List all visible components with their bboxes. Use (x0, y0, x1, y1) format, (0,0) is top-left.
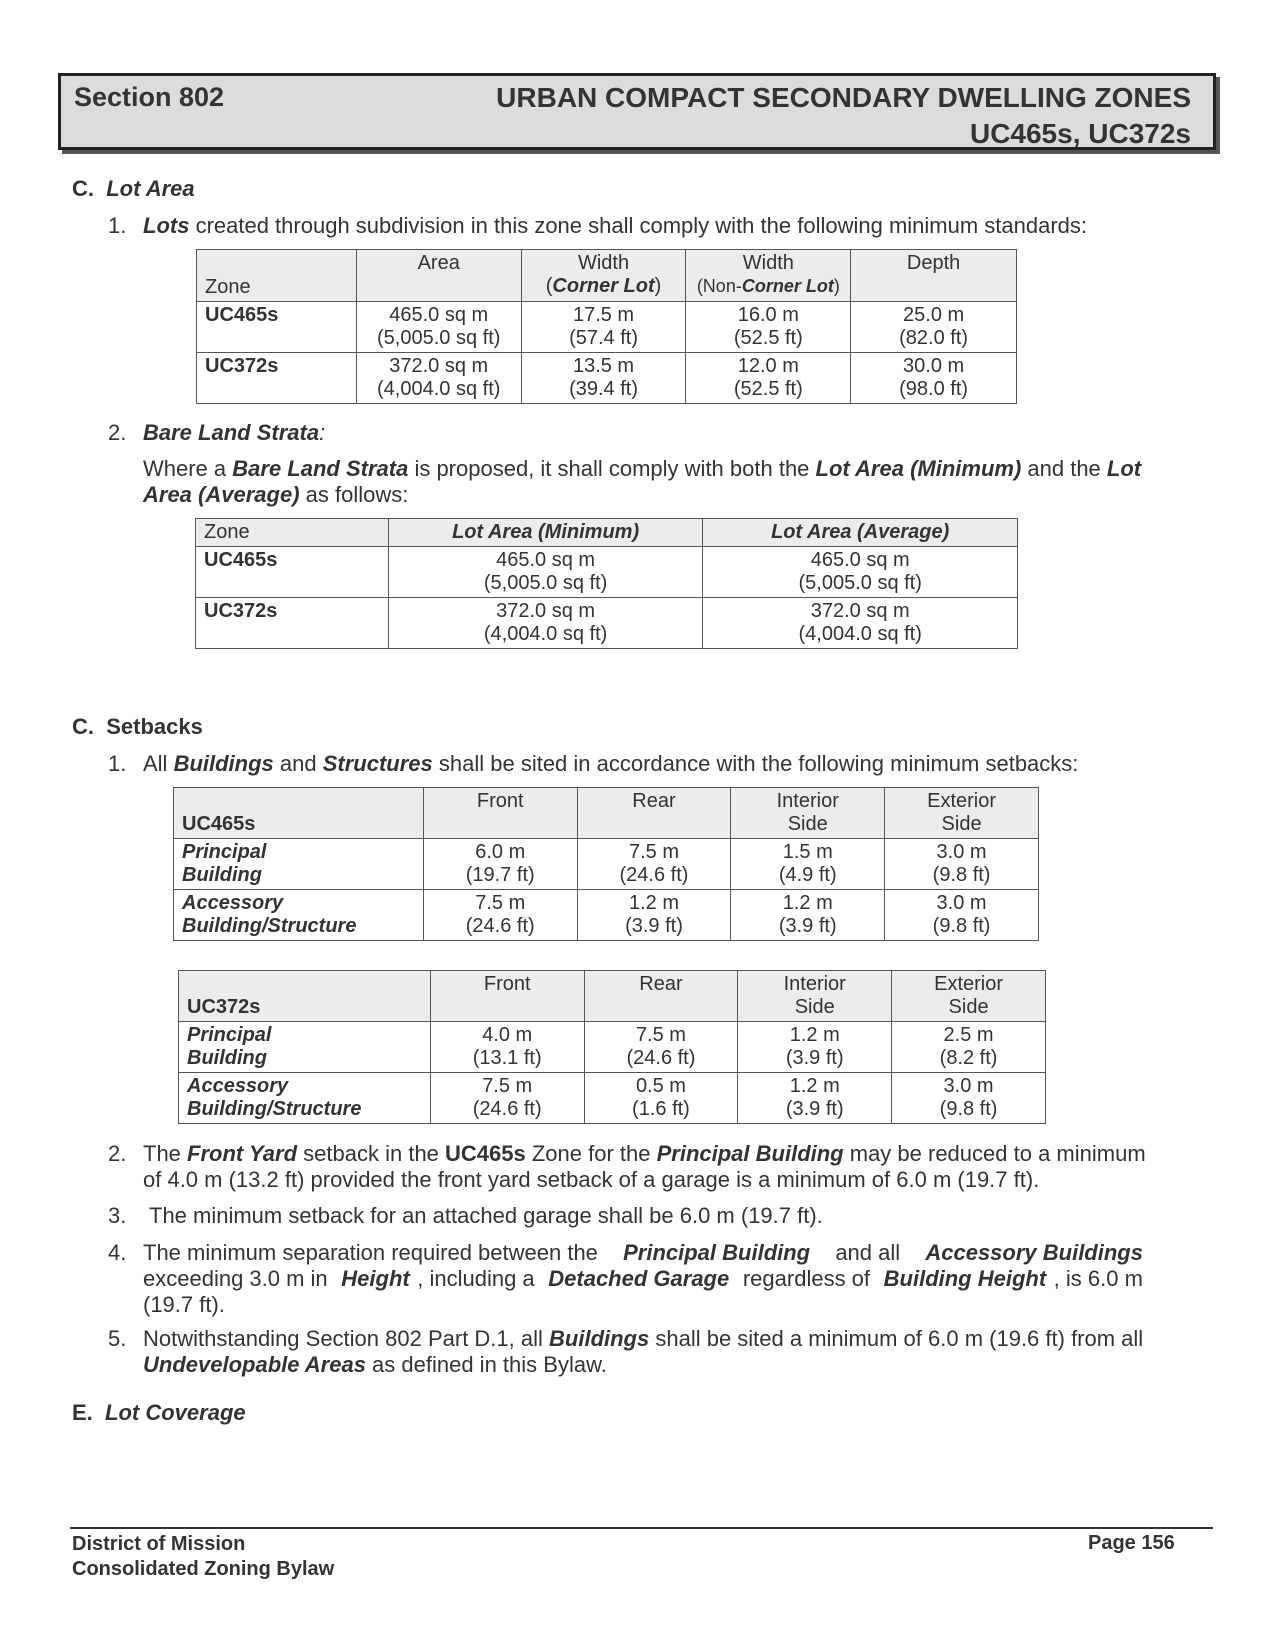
value-imperial: (9.8 ft) (932, 915, 991, 937)
bare-land-strata-paragraph (143, 456, 1145, 508)
table-row (174, 890, 1039, 941)
paragraph-text: Where a (143, 456, 233, 481)
value-cell (731, 839, 885, 890)
label-text: Building/Structure (182, 915, 357, 937)
keyword: Lot (1106, 456, 1142, 481)
table-row (179, 1073, 1046, 1124)
value-metric: 16.0 m (737, 304, 799, 326)
value-imperial: (19.7 ft) (465, 864, 535, 886)
zone-header: UC465s (174, 788, 424, 839)
col-header-zone: Zone (197, 250, 357, 302)
value-cell (577, 890, 731, 941)
col-header-width-corner (521, 250, 686, 302)
paragraph-text: is proposed, it shall comply with both the (408, 456, 816, 481)
paragraph-text: , including a (417, 1266, 541, 1291)
value-metric: 465.0 sq m (810, 549, 910, 571)
value-metric: 465.0 sq m (389, 304, 489, 326)
keyword: Building Height (883, 1266, 1047, 1291)
header-text: ) (833, 276, 840, 296)
label-text: Building/Structure (187, 1098, 362, 1120)
zone-cell: UC372s (196, 598, 389, 649)
section-title (496, 80, 1191, 152)
value-cell (577, 839, 731, 890)
paragraph-text: of 4.0 m (13.2 ft) provided the front yard setback of a garage is a minimum of 6.0 m (19.7 ft). (143, 1167, 1040, 1192)
value-imperial: (24.6 ft) (472, 1098, 542, 1120)
header-text: Corner Lot (552, 275, 655, 297)
item-number: 5. (108, 1326, 127, 1351)
row-label (179, 1022, 431, 1073)
paragraph-text: The (143, 1141, 188, 1166)
table-header-row (197, 250, 1017, 302)
footer-bylaw: Consolidated Zoning Bylaw (72, 1558, 335, 1580)
value-cell (851, 302, 1017, 353)
zone-cell: UC465s (196, 547, 389, 598)
value-imperial: (8.2 ft) (939, 1047, 998, 1069)
col-header-zone: Zone (196, 519, 389, 547)
col-header-interior-side (731, 788, 885, 839)
setbacks-table-uc372s (178, 970, 1046, 1124)
item-number: 2. (108, 420, 127, 445)
value-imperial: (9.8 ft) (939, 1098, 998, 1120)
row-label (179, 1073, 431, 1124)
setbacks-item1 (143, 751, 1153, 777)
value-imperial: (39.4 ft) (569, 378, 638, 400)
header-text: Side (794, 996, 835, 1018)
value-cell (430, 1022, 584, 1073)
value-metric: 1.2 m (789, 1075, 840, 1097)
value-metric: 12.0 m (737, 355, 799, 377)
label-text: Principal (187, 1024, 272, 1046)
heading-letter: C. (72, 176, 94, 201)
paragraph-text: The minimum separation required between the (143, 1240, 605, 1265)
value-metric: 465.0 sq m (496, 549, 596, 571)
col-header-interior-side (738, 971, 892, 1022)
paragraph-text: and all (829, 1240, 907, 1265)
bare-land-strata-table (195, 518, 1018, 649)
value-metric: 1.5 m (782, 841, 833, 863)
value-cell (892, 1022, 1046, 1073)
col-header-front: Front (430, 971, 584, 1022)
lot-area-table (196, 249, 1017, 404)
value-cell (584, 1022, 738, 1073)
value-metric: 1.2 m (782, 892, 833, 914)
col-header-area: Area (356, 250, 521, 302)
value-metric: 25.0 m (903, 304, 965, 326)
setbacks-item4 (143, 1240, 1143, 1318)
value-imperial: (3.9 ft) (778, 915, 837, 937)
paragraph-text: (19.7 ft). (143, 1292, 225, 1317)
value-cell (703, 547, 1018, 598)
heading-title: Setbacks (106, 714, 203, 739)
zone-cell: UC372s (197, 353, 357, 404)
paragraph-line (143, 1266, 1143, 1292)
header-text: Side (941, 813, 982, 835)
header-text: Exterior (927, 790, 997, 812)
value-cell (892, 1073, 1046, 1124)
paragraph-text: Zone for the (525, 1141, 657, 1166)
value-imperial: (3.9 ft) (625, 915, 683, 937)
value-imperial: (5,005.0 sq ft) (483, 572, 608, 594)
item-number: 4. (108, 1240, 127, 1265)
paragraph-text: exceeding 3.0 m in (143, 1266, 334, 1291)
paragraph-text: shall be sited in accordance with the following minimum setbacks: (432, 751, 1079, 776)
col-header-rear: Rear (577, 788, 731, 839)
header-text: Width (742, 252, 794, 274)
value-cell (738, 1073, 892, 1124)
zone-keyword: UC465s (445, 1141, 526, 1166)
table-header-row (196, 519, 1018, 547)
table-row (197, 302, 1017, 353)
value-metric: 372.0 sq m (810, 600, 910, 622)
value-cell (356, 302, 521, 353)
value-cell (521, 353, 686, 404)
header-text: ) (654, 275, 662, 297)
keyword: Lots (143, 213, 190, 238)
header-text: Side (787, 813, 828, 835)
label-text: Accessory (182, 892, 284, 914)
value-metric: 7.5 m (475, 892, 526, 914)
header-text: Corner Lot (741, 276, 834, 296)
setbacks-item3: The minimum setback for an attached garage shall be 6.0 m (19.7 ft). (149, 1203, 823, 1228)
value-metric: 3.0 m (943, 1075, 994, 1097)
page-number: Page 156 (1088, 1532, 1175, 1554)
col-header-exterior-side (892, 971, 1046, 1022)
header-text: Width (577, 252, 630, 274)
footer-left (72, 1532, 334, 1582)
value-cell (885, 890, 1039, 941)
item-number: 1. (108, 213, 127, 238)
value-imperial: (3.9 ft) (785, 1098, 844, 1120)
header-text: Exterior (934, 973, 1004, 995)
value-cell (388, 598, 703, 649)
paragraph-text: setback in the (297, 1141, 446, 1166)
header-text: (Non- (696, 276, 742, 296)
keyword: Bare Land Strata (143, 420, 320, 445)
table-row (196, 547, 1018, 598)
value-imperial: (5,005.0 sq ft) (798, 572, 922, 594)
zone-header: UC372s (179, 971, 431, 1022)
value-metric: 3.0 m (936, 892, 987, 914)
value-imperial: (82.0 ft) (899, 327, 969, 349)
zone-cell: UC465s (197, 302, 357, 353)
setbacks-table-uc465s (173, 787, 1039, 941)
value-metric: 2.5 m (943, 1024, 994, 1046)
col-header-front: Front (423, 788, 577, 839)
paragraph-text: and the (1021, 456, 1107, 481)
value-imperial: (4,004.0 sq ft) (483, 623, 608, 645)
keyword: Principal Building (656, 1141, 844, 1166)
value-imperial: (57.4 ft) (569, 327, 638, 349)
value-cell (686, 353, 851, 404)
value-imperial: (4,004.0 sq ft) (377, 378, 501, 400)
value-imperial: (4.9 ft) (778, 864, 837, 886)
keyword: Area (Average) (143, 482, 300, 507)
setbacks-item2 (143, 1141, 1153, 1193)
header-text: Interior (783, 973, 846, 995)
paragraph-text: as follows: (299, 482, 409, 507)
paragraph-text: , is 6.0 m (1053, 1266, 1143, 1291)
label-text: Building (187, 1047, 267, 1069)
value-imperial: (9.8 ft) (932, 864, 991, 886)
col-header-exterior-side (885, 788, 1039, 839)
value-imperial: (13.1 ft) (472, 1047, 542, 1069)
value-metric: 3.0 m (936, 841, 987, 863)
value-metric: 30.0 m (903, 355, 965, 377)
row-label (174, 890, 424, 941)
item-number: 2. (108, 1141, 127, 1166)
value-cell (423, 839, 577, 890)
section-title-line2: UC465s, UC372s (969, 118, 1191, 149)
value-metric: 0.5 m (635, 1075, 686, 1097)
paragraph-text: regardless of (736, 1266, 877, 1291)
table-row (174, 839, 1039, 890)
value-metric: 7.5 m (628, 841, 679, 863)
value-cell (521, 302, 686, 353)
value-cell (851, 353, 1017, 404)
value-metric: 372.0 sq m (496, 600, 596, 622)
label-text: Accessory (187, 1075, 289, 1097)
col-header-min: Lot Area (Minimum) (388, 519, 703, 547)
section-number: Section 802 (74, 82, 225, 112)
keyword: Structures (322, 751, 433, 776)
lot-area-heading (72, 176, 195, 202)
value-metric: 372.0 sq m (389, 355, 489, 377)
paragraph-text: and (273, 751, 323, 776)
keyword: Accessory Buildings (925, 1240, 1143, 1265)
paragraph-text: shall be sited a minimum of 6.0 m (19.6 ft) from all (649, 1326, 1144, 1351)
table-row (197, 353, 1017, 404)
paragraph-line (143, 1240, 1143, 1266)
item-number: 3. (108, 1203, 127, 1228)
col-header-rear: Rear (584, 971, 738, 1022)
value-imperial: (24.6 ft) (465, 915, 535, 937)
heading-title: Lot Area (106, 176, 195, 201)
header-text: ( (545, 275, 553, 297)
value-imperial: (24.6 ft) (619, 864, 689, 886)
value-cell (885, 839, 1039, 890)
col-header-depth: Depth (851, 250, 1017, 302)
value-metric: 4.0 m (482, 1024, 533, 1046)
section-title-line1: URBAN COMPACT SECONDARY DWELLING ZONES (496, 82, 1191, 113)
paragraph-text: may be reduced to a minimum (843, 1141, 1146, 1166)
keyword: Detached Garage (548, 1266, 730, 1291)
value-cell (731, 890, 885, 941)
value-metric: 13.5 m (572, 355, 635, 377)
value-cell (423, 890, 577, 941)
col-header-width-noncorner (686, 250, 851, 302)
row-label (174, 839, 424, 890)
keyword: Principal Building (623, 1240, 811, 1265)
value-cell (703, 598, 1018, 649)
value-metric: 6.0 m (475, 841, 526, 863)
value-cell (738, 1022, 892, 1073)
value-imperial: (24.6 ft) (626, 1047, 696, 1069)
value-cell (584, 1073, 738, 1124)
keyword: Front Yard (187, 1141, 298, 1166)
heading-letter: C. (72, 714, 94, 739)
value-imperial: (52.5 ft) (733, 378, 803, 400)
value-metric: 1.2 m (789, 1024, 840, 1046)
value-imperial: (52.5 ft) (733, 327, 803, 349)
paragraph-text: Notwithstanding Section 802 Part D.1, all (143, 1326, 550, 1351)
item-number: 1. (108, 751, 127, 776)
value-cell (356, 353, 521, 404)
table-row (196, 598, 1018, 649)
value-imperial: (5,005.0 sq ft) (377, 327, 501, 349)
heading-letter: E. (72, 1400, 93, 1425)
setbacks-heading (72, 714, 203, 740)
keyword: Lot Area (Minimum) (815, 456, 1022, 481)
lot-coverage-heading (72, 1400, 246, 1426)
table-row (179, 1022, 1046, 1073)
lot-area-item1 (143, 213, 1153, 239)
section-header (58, 73, 1216, 150)
value-metric: 7.5 m (635, 1024, 686, 1046)
setbacks-item5 (143, 1326, 1153, 1378)
colon: : (319, 420, 326, 445)
value-cell (686, 302, 851, 353)
col-header-avg: Lot Area (Average) (703, 519, 1018, 547)
table-header-row (179, 971, 1046, 1022)
value-metric: 17.5 m (572, 304, 635, 326)
keyword: Buildings (549, 1326, 650, 1351)
table-header-row (174, 788, 1039, 839)
value-cell (430, 1073, 584, 1124)
footer-district: District of Mission (72, 1533, 246, 1555)
keyword: Undevelopable Areas (143, 1352, 366, 1377)
value-imperial: (3.9 ft) (785, 1047, 844, 1069)
value-metric: 1.2 m (628, 892, 679, 914)
value-cell (388, 547, 703, 598)
header-text: Side (948, 996, 989, 1018)
label-text: Building (182, 864, 262, 886)
label-text: Principal (182, 841, 267, 863)
footer-divider (70, 1527, 1213, 1529)
bare-land-strata-title (143, 420, 325, 446)
paragraph-text: as defined in this Bylaw. (365, 1352, 607, 1377)
heading-title: Lot Coverage (105, 1400, 246, 1425)
value-imperial: (98.0 ft) (899, 378, 969, 400)
keyword: Bare Land Strata (232, 456, 409, 481)
paragraph-text: All (143, 751, 174, 776)
header-text: Interior (776, 790, 839, 812)
value-imperial: (1.6 ft) (632, 1098, 690, 1120)
value-imperial: (4,004.0 sq ft) (798, 623, 922, 645)
keyword: Height (341, 1266, 410, 1291)
value-metric: 7.5 m (482, 1075, 533, 1097)
keyword: Buildings (173, 751, 274, 776)
paragraph-text: created through subdivision in this zone shall comply with the following minimum standards: (189, 213, 1088, 238)
